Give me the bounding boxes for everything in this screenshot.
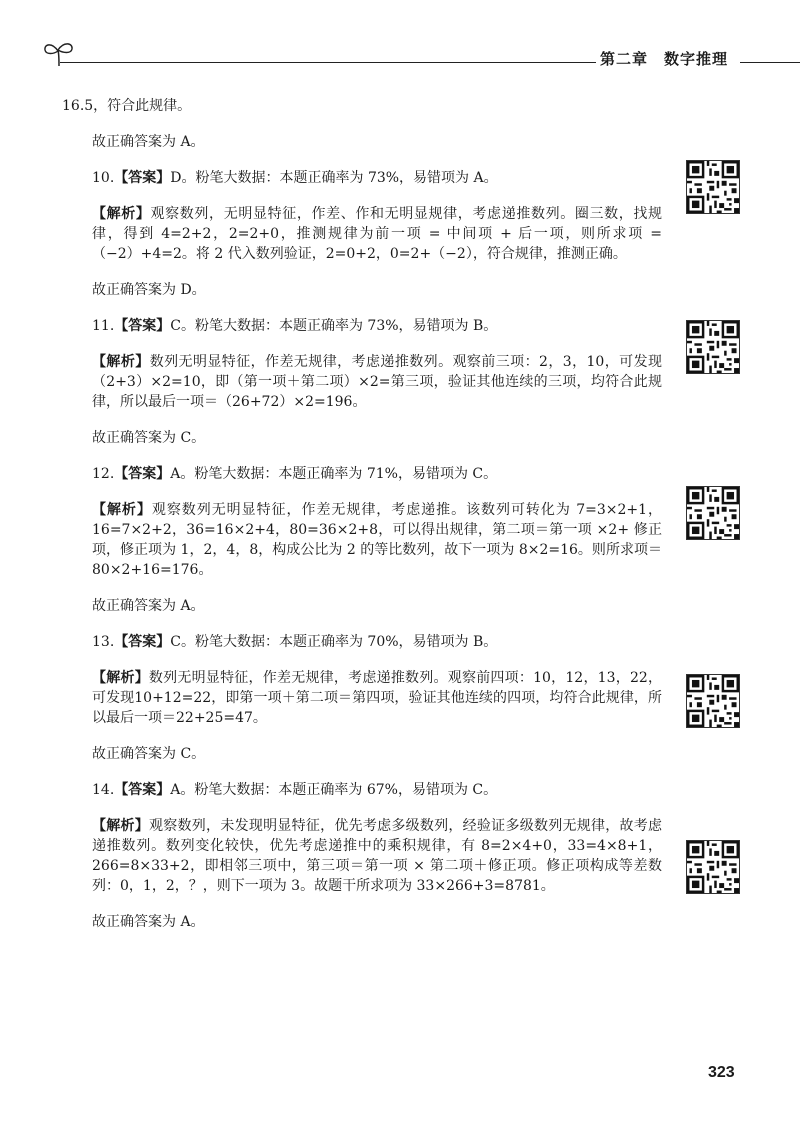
explanation: 【解析】观察数列，无明显特征，作差、作和无明显规律，考虑递推数列。圈三数，找规律，得到 4=2+2，2=2+0，推测规律为前一项 = 中间项 + 后一项，则所求项 =（−2）+4=2。将 2 代入数列验证，2=0+2，0=2+（−2），符合规律，推测正确。 [92,206,663,262]
answer-conclusion: 故正确答案为 D。 [92,282,206,298]
header-rule-right [740,62,800,63]
answer-conclusion: 故正确答案为 C。 [92,430,206,446]
answer-line: 10.【答案】D。粉笔大数据：本题正确率为 73%，易错项为 A。 [92,170,498,186]
explanation: 【解析】观察数列，未发现明显特征，优先考虑多级数列，经验证多级数列无规律，故考虑递推数列。数列变化较快，优先考虑递推中的乘积规律，有 8=2×4+0，33=4×8+1，266=8×33+2，即相邻三项中，第三项＝第一项 × 第二项＋修正项。修正项构成等差数列：0，1，2，？，则下一项为 3。故题干所求项为 33×266+3=8781。 [92,818,663,894]
page-number: 323 [708,1064,735,1081]
qr-code-icon[interactable] [686,674,740,728]
page-header [0,0,800,80]
explanation: 【解析】观察数列无明显特征，作差无规律，考虑递推。该数列可转化为 7=3×2+1，16=7×2+2，36=16×2+4，80=36×2+8，可以得出规律，第二项＝第一项 ×2+ 修正项，修正项为 1，2，4，8，构成公比为 2 的等比数列，故下一项为 8×2=16。则所求项＝80×2+16=176。 [92,502,662,578]
qr-code-icon[interactable] [686,486,740,540]
answer-line: 13.【答案】C。粉笔大数据：本题正确率为 70%，易错项为 B。 [92,634,498,650]
text-line: 16.5，符合此规律。 [62,98,192,114]
explanation: 【解析】数列无明显特征，作差无规律，考虑递推数列。观察前四项：10，12，13，22，可发现10+12=22，即第一项＋第二项＝第四项，验证其他连续的四项，均符合此规律，所以最后一项＝22+25=47。 [92,670,662,726]
qr-code-icon[interactable] [686,320,740,374]
header-rule-left [60,62,596,63]
page-content [62,96,662,948]
chapter-title: 第二章 数字推理 [600,50,729,68]
answer-conclusion: 故正确答案为 A。 [92,914,205,930]
answer-line: 14.【答案】A。粉笔大数据：本题正确率为 67%，易错项为 C。 [92,782,498,798]
qr-code-icon[interactable] [686,840,740,894]
answer-conclusion: 故正确答案为 C。 [92,746,206,762]
answer-line: 12.【答案】A。粉笔大数据：本题正确率为 71%，易错项为 C。 [92,466,498,482]
sprout-icon [42,38,76,68]
answer-conclusion: 故正确答案为 A。 [92,598,205,614]
answer-line: 11.【答案】C。粉笔大数据：本题正确率为 73%，易错项为 B。 [92,318,498,334]
qr-code-icon[interactable] [686,160,740,214]
answer-conclusion: 故正确答案为 A。 [92,134,205,150]
explanation: 【解析】数列无明显特征，作差无规律，考虑递推数列。观察前三项：2，3，10，可发现（2+3）×2=10，即（第一项＋第二项）×2=第三项，验证其他连续的三项，均符合此规律，所以最后一项＝（26+72）×2=196。 [92,354,662,410]
